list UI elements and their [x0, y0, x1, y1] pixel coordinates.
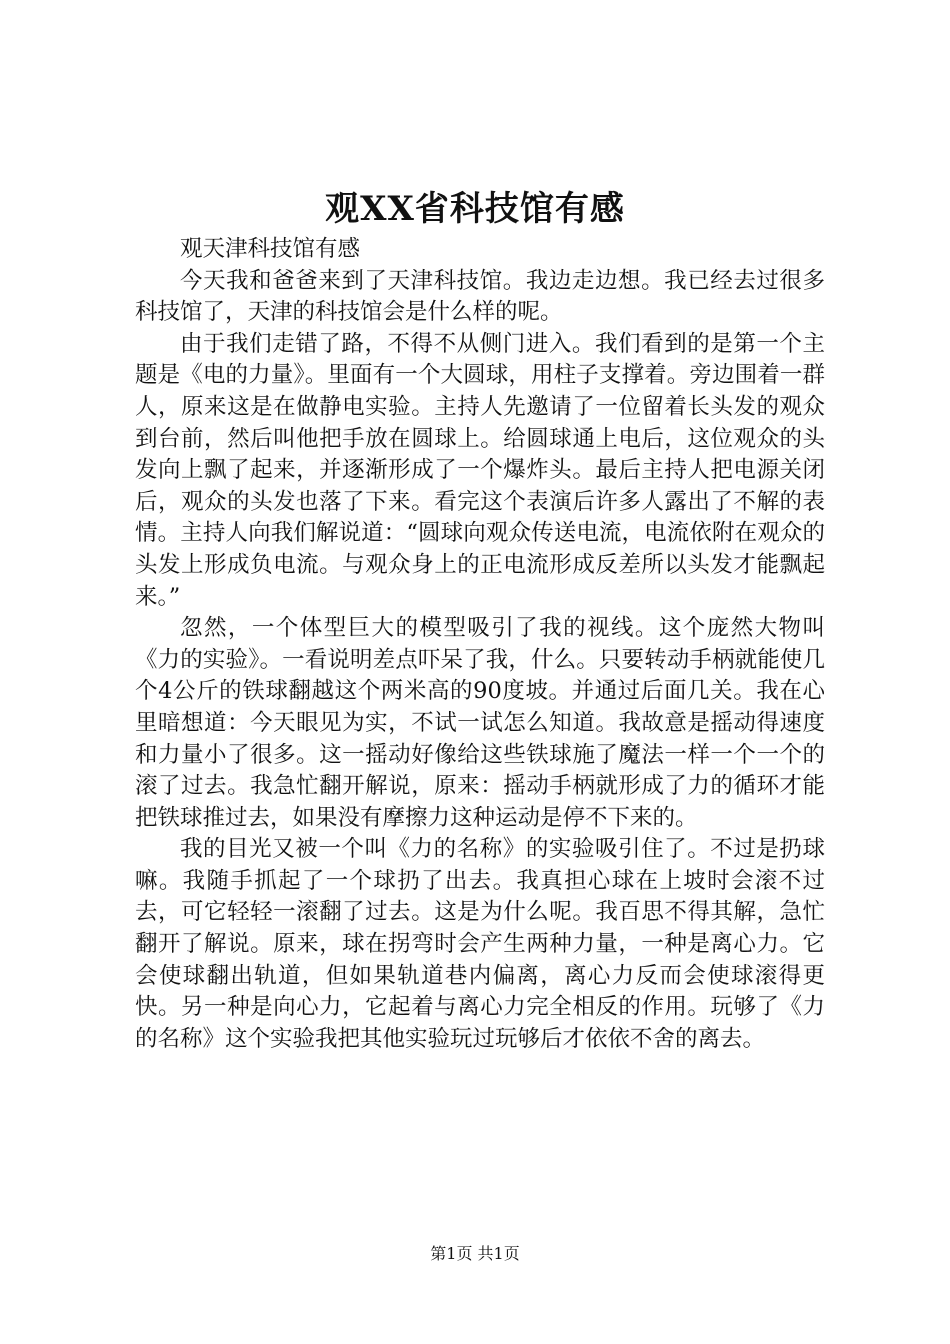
document-body — [135, 234, 825, 1055]
paragraph: 我的目光又被一个叫《力的名称》的实验吸引住了。不过是扔球嘛。我随手抓起了一个球扔了出去。我真担心球在上坡时会滚不过去，可它轻轻一滚翻了过去。这是为什么呢。我百思不得其解，急忙翻开了解说。原来，球在拐弯时会产生两种力量，一种是离心力。它会使球翻出轨道，但如果轨道巷内偏离，离心力反而会使球滚得更快。另一种是向心力，它起着与离心力完全相反的作用。玩够了《力的名称》这个实验我把其他实验玩过玩够后才依依不舍的离去。 — [135, 836, 825, 1052]
paragraph: 由于我们走错了路，不得不从侧门进入。我们看到的是第一个主题是《电的力量》。里面有一个大圆球，用柱子支撑着。旁边围着一群人，原来这是在做静电实验。主持人先邀请了一位留着长头发的观众到台前，然后叫他把手放在圆球上。给圆球通上电后，这位观众的头发向上飘了起来，并逐渐形成了一个爆炸头。最后主持人把电源关闭后，观众的头发也落了下来。看完这个表演后许多人露出了不解的表情。主持人向我们解说道：“圆球向观众传送电流，电流依附在观众的头发上形成负电流。与观众身上的正电流形成反差所以头发才能飘起来。” — [135, 330, 825, 610]
page-footer: 第1页 共1页 — [430, 1244, 520, 1263]
document-title: 观XX省科技馆有感 — [325, 189, 625, 229]
paragraph-subtitle: 观天津科技馆有感 — [180, 236, 361, 262]
paragraph: 忽然，一个体型巨大的模型吸引了我的视线。这个庞然大物叫《力的实验》。一看说明差点吓呆了我，什么。只要转动手柄就能使几个4公斤的铁球翻越这个两米高的90度坡。并通过后面几关。我在心里暗想道：今天眼见为实，不试一试怎么知道。我故意是摇动得速度和力量小了很多。这一摇动好像给这些铁球施了魔法一样一个一个的滚了过去。我急忙翻开解说，原来：摇动手柄就形成了力的循环才能把铁球推过去，如果没有摩擦力这种运动是停不下来的。 — [135, 615, 825, 831]
paragraph: 今天我和爸爸来到了天津科技馆。我边走边想。我已经去过很多科技馆了，天津的科技馆会是什么样的呢。 — [135, 267, 825, 326]
